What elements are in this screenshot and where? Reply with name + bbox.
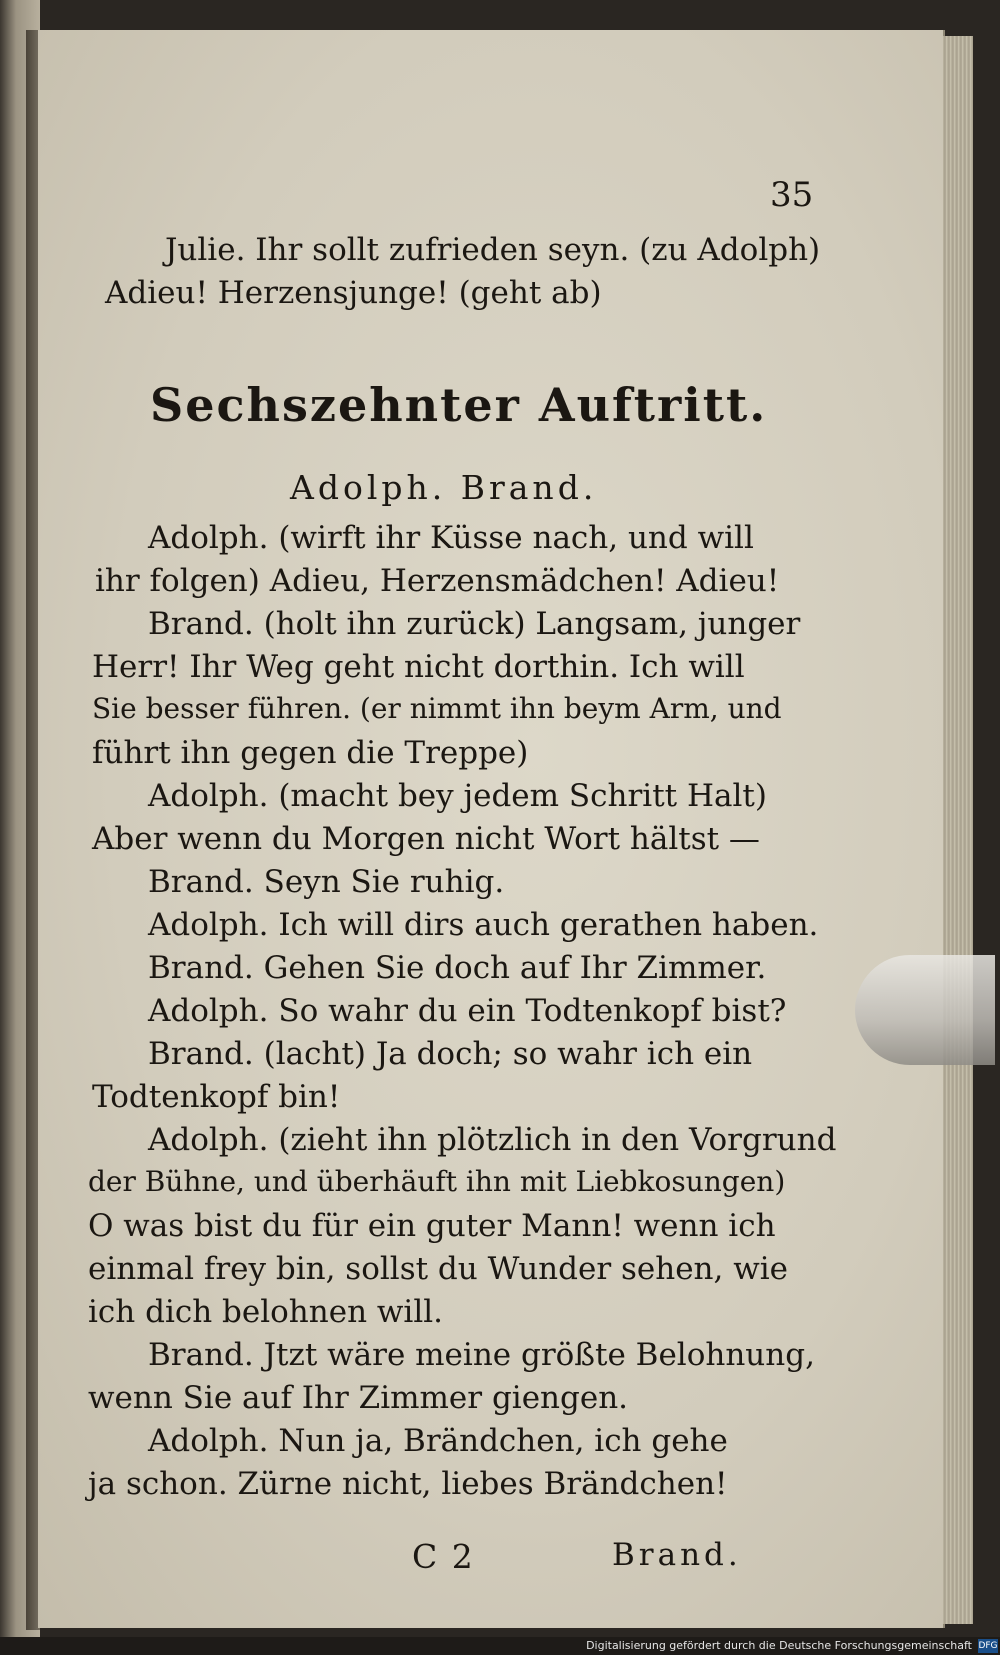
page-stack-edge — [943, 36, 973, 1624]
text-line: Adolph. Ich will dirs auch gerathen haben. — [148, 907, 819, 943]
text-line: Adolph. Nun ja, Brändchen, ich gehe — [148, 1423, 728, 1459]
text-line: einmal frey bin, sollst du Wunder sehen, wie — [88, 1251, 789, 1287]
text-line: Brand. Gehen Sie doch auf Ihr Zimmer. — [148, 950, 767, 986]
text-line: Adieu! Herzensjunge! (geht ab) — [105, 275, 602, 311]
funding-footer: Digitalisierung gefördert durch die Deutsche Forschungsgemeinschaft — [586, 1639, 972, 1652]
text-line: Brand. (lacht) Ja doch; so wahr ich ein — [148, 1036, 753, 1072]
text-line: Adolph. (zieht ihn plötzlich in den Vorgrund — [148, 1122, 837, 1158]
text-line: Herr! Ihr Weg geht nicht dorthin. Ich will — [92, 649, 745, 685]
text-line: O was bist du für ein guter Mann! wenn ich — [88, 1208, 776, 1244]
text-line: Adolph. So wahr du ein Todtenkopf bist? — [148, 993, 787, 1029]
text-line: Aber wenn du Morgen nicht Wort hältst — — [92, 821, 760, 857]
sheet-signature: C 2 — [412, 1537, 475, 1576]
text-line: ihr folgen) Adieu, Herzensmädchen! Adieu! — [95, 563, 780, 599]
text-line: Julie. Ihr sollt zufrieden seyn. (zu Adolph) — [165, 232, 821, 268]
text-line: wenn Sie auf Ihr Zimmer giengen. — [88, 1380, 629, 1416]
page-number: 35 — [770, 175, 814, 215]
page-tab-marker — [855, 955, 995, 1065]
text-line: der Bühne, und überhäuft ihn mit Liebkosungen) — [88, 1165, 786, 1198]
dfg-logo-icon: DFG — [978, 1641, 998, 1651]
text-line: Brand. (holt ihn zurück) Langsam, junger — [148, 606, 801, 642]
text-line: führt ihn gegen die Treppe) — [92, 735, 529, 771]
text-line: ja schon. Zürne nicht, liebes Brändchen! — [88, 1466, 728, 1502]
text-line: ich dich belohnen will. — [88, 1294, 444, 1330]
text-line: Adolph. (wirft ihr Küsse nach, und will — [148, 520, 754, 556]
text-line: Brand. Jtzt wäre meine größte Belohnung, — [148, 1337, 815, 1373]
text-line: Sie besser führen. (er nimmt ihn beym Arm, und — [92, 692, 782, 725]
catchword: Brand. — [612, 1537, 742, 1573]
scene-cast: Adolph. Brand. — [290, 468, 598, 507]
text-line: Brand. Seyn Sie ruhig. — [148, 864, 505, 900]
text-line: Todtenkopf bin! — [92, 1079, 341, 1115]
text-line: Adolph. (macht bey jedem Schritt Halt) — [148, 778, 767, 814]
scene-heading: Sechszehnter Auftritt. — [150, 378, 768, 432]
